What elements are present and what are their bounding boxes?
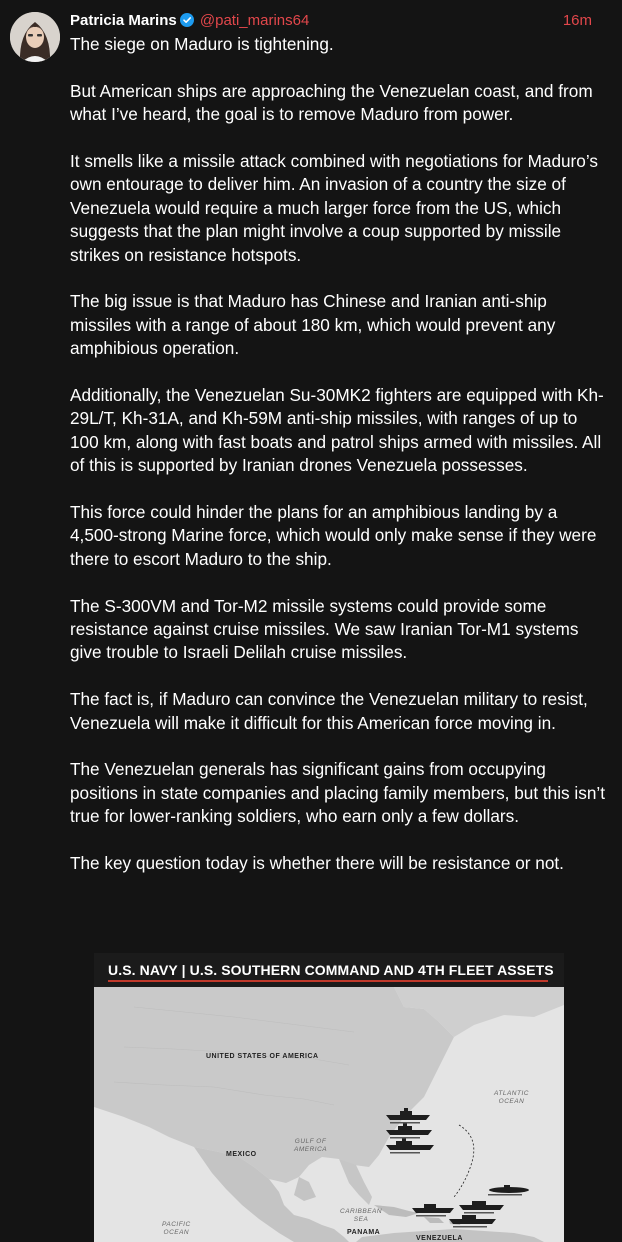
tweet-paragraph: Additionally, the Venezuelan Su-30MK2 fighters are equipped with Kh-29L/T, Kh-31A, and Kh-59M anti-ship missiles, with ranges of up to 100 km, along with fast boats and patrol ships armed with missiles. All of this is supported by Iranian drones Venezuela possesses. [70, 385, 604, 476]
tweet-paragraph: The fact is, if Maduro can convince the Venezuelan military to resist, Venezuela will make it difficult for this American force moving in. [70, 689, 588, 733]
map-label-gulf: GULF OF AMERICA [294, 1138, 328, 1153]
map-label-venezuela: VENEZUELA [416, 1235, 463, 1242]
verified-badge-icon [180, 13, 194, 27]
map-label-pacific: PACIFIC OCEAN [162, 1221, 191, 1236]
avatar[interactable] [10, 12, 60, 62]
tweet-paragraph: It smells like a missile attack combined with negotiations for Maduro’s own entourage to deliver him. An invasion of a country the size of Venezuela would require a much larger force from the US, which suggests that the plan might involve a coup supported by missile strikes on resistance hotspots. [70, 151, 598, 265]
tweet-paragraph: The big issue is that Maduro has Chinese and Iranian anti-ship missiles with a range of about 180 km, which would prevent any amphibious operation. [70, 291, 556, 359]
map-label-atlantic: ATLANTIC OCEAN [494, 1090, 529, 1105]
tweet-paragraph: The S-300VM and Tor-M2 missile systems could provide some resistance against cruise missiles. We saw Iranian Tor-M1 systems give trouble to Israeli Delilah cruise missiles. [70, 595, 579, 663]
tweet-text [70, 33, 605, 899]
map-title: U.S. NAVY | U.S. SOUTHERN COMMAND AND 4TH FLEET ASSETS [108, 962, 554, 978]
map-header [94, 953, 564, 987]
map-label-caribbean: CARIBBEAN SEA [340, 1208, 383, 1223]
timestamp[interactable]: 16m [562, 12, 592, 29]
tweet-paragraph: The Venezuelan generals has significant gains from occupying positions in state companies and placing family members, but this isn’t true for lower-ranking soldiers, who earn only a few dollars. [70, 759, 605, 827]
tweet-paragraph: The key question today is whether there will be resistance or not. [70, 853, 564, 874]
tweet-paragraph: The siege on Maduro is tightening. [70, 34, 334, 54]
tweet-paragraph: This force could hinder the plans for an amphibious landing by a 4,500-strong Marine force, which would only make sense if they were there to escort Maduro to the ship. [70, 502, 597, 569]
author-handle[interactable]: @pati_marins64 [199, 12, 310, 29]
avatar-photo [10, 12, 60, 62]
tweet-header [70, 11, 592, 31]
map-label-panama: PANAMA [347, 1229, 381, 1236]
map-title-rule [108, 980, 548, 982]
author-name[interactable]: Patricia Marins [70, 12, 177, 29]
map-graphic [94, 987, 564, 1242]
tweet-paragraph: But American ships are approaching the Venezuelan coast, and from what I’ve heard, the goal is to remove Maduro from power. [70, 80, 593, 125]
map-label-mexico: MEXICO [226, 1151, 257, 1158]
tweet-media-map[interactable] [94, 953, 564, 1242]
map-label-usa: UNITED STATES OF AMERICA [206, 1053, 319, 1060]
